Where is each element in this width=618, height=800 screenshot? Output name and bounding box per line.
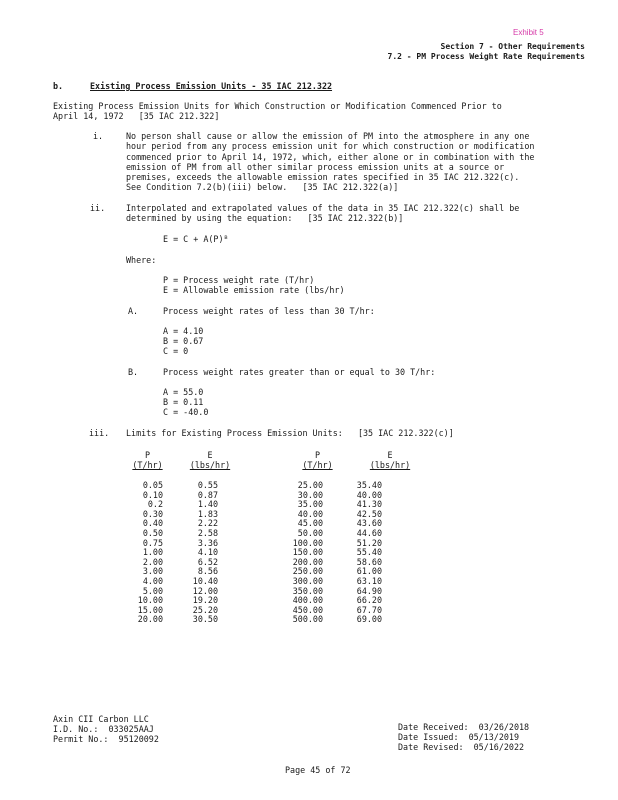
item-i-line: premises, exceeds the allowable emission rates specified in 35 IAC 212.322(c). bbox=[126, 172, 520, 182]
table-cell: 44.60 bbox=[356, 528, 382, 538]
table-cell: 30.00 bbox=[297, 489, 323, 500]
footer-date-received: Date Received: 03/26/2018 bbox=[398, 722, 530, 732]
table-cell: 6.52 bbox=[197, 556, 218, 567]
table-cell: 150.00 bbox=[292, 547, 323, 558]
table-cell: 50.00 bbox=[297, 528, 323, 538]
table-cell: 10.40 bbox=[192, 576, 218, 586]
table-cell: 25.20 bbox=[192, 604, 218, 615]
case-a-label: A. bbox=[128, 306, 139, 316]
heading-letter: b. bbox=[53, 81, 64, 91]
table-cell: 0.2 bbox=[147, 499, 163, 510]
table-cell: 0.05 bbox=[142, 480, 163, 490]
table-cell: 0.50 bbox=[142, 528, 163, 538]
case-b-text: Process weight rates greater than or equal to 30 T/hr: bbox=[163, 367, 436, 377]
table-cell: 66.20 bbox=[356, 595, 382, 606]
table-cell: 1.83 bbox=[197, 508, 218, 519]
case-b-value: A = 55.0 bbox=[163, 387, 204, 397]
case-a-value: C = 0 bbox=[163, 346, 189, 356]
footer-date-issued: Date Issued: 05/13/2019 bbox=[398, 732, 520, 742]
case-a-value: B = 0.67 bbox=[163, 336, 204, 346]
table-cell: 2.58 bbox=[197, 528, 218, 538]
item-i-line: commenced prior to April 14, 1972, which, either alone or in combination with the bbox=[126, 152, 535, 162]
table-cell: 0.30 bbox=[142, 508, 163, 519]
col-header-bottom: (T/hr) bbox=[302, 460, 333, 470]
table-cell: 3.00 bbox=[142, 566, 163, 577]
footer-date-revised: Date Revised: 05/16/2022 bbox=[398, 742, 525, 752]
table-cell: 40.00 bbox=[297, 508, 323, 519]
table-cell: 100.00 bbox=[292, 537, 323, 548]
table-cell: 4.00 bbox=[142, 576, 163, 586]
table-cell: 2.22 bbox=[197, 518, 218, 529]
table-cell: 450.00 bbox=[292, 604, 323, 615]
table-cell: 500.00 bbox=[292, 614, 323, 625]
table-cell: 10.00 bbox=[137, 595, 163, 606]
item-i-line: hour period from any process emission unit for which construction or modification bbox=[126, 141, 535, 151]
table-cell: 0.10 bbox=[142, 489, 163, 500]
item-ii-number: ii. bbox=[90, 203, 106, 213]
table-cell: 42.50 bbox=[356, 508, 382, 519]
table-cell: 35.40 bbox=[356, 480, 382, 490]
col-header-top: E bbox=[207, 450, 213, 460]
table-cell: 8.56 bbox=[197, 566, 218, 577]
table-cell: 0.55 bbox=[197, 480, 218, 490]
table-cell: 1.00 bbox=[142, 547, 163, 558]
table-cell: 25.00 bbox=[297, 480, 323, 490]
col-header-e1 bbox=[180, 450, 240, 470]
table-cell: 20.00 bbox=[137, 614, 163, 625]
table-cell: 58.60 bbox=[356, 556, 382, 567]
table-cell: 43.60 bbox=[356, 518, 382, 529]
table-cell: 200.00 bbox=[292, 556, 323, 567]
table-cell: 45.00 bbox=[297, 518, 323, 529]
col-header-p1 bbox=[120, 450, 175, 470]
table-cell: 2.00 bbox=[142, 556, 163, 567]
col-header-bottom: (lbs/hr) bbox=[369, 460, 411, 470]
case-b-value: B = 0.11 bbox=[163, 397, 204, 407]
table-cell: 0.75 bbox=[142, 537, 163, 548]
item-i-line: No person shall cause or allow the emission of PM into the atmosphere in any one bbox=[126, 131, 530, 141]
footer-company: Axin CII Carbon LLC bbox=[53, 714, 149, 724]
table-cell: 40.00 bbox=[356, 489, 382, 500]
case-a-value: A = 4.10 bbox=[163, 326, 204, 336]
table-cell: 4.10 bbox=[197, 547, 218, 558]
table-cell: 0.40 bbox=[142, 518, 163, 529]
table-cell: 5.00 bbox=[142, 585, 163, 596]
heading-title: Existing Process Emission Units - 35 IAC 212.322 bbox=[90, 81, 333, 91]
table-cell: 3.36 bbox=[197, 537, 218, 548]
col-header-top: P bbox=[314, 450, 321, 460]
intro-line-2: April 14, 1972 [35 IAC 212.322] bbox=[53, 111, 220, 121]
table-cell: 250.00 bbox=[292, 566, 323, 577]
table-cell: 55.40 bbox=[356, 547, 382, 558]
col-header-bottom: (lbs/hr) bbox=[189, 460, 231, 470]
where-label: Where: bbox=[126, 255, 157, 265]
case-b-value: C = -40.0 bbox=[163, 407, 209, 417]
subsection-header: 7.2 - PM Process Weight Rate Requirements bbox=[387, 52, 585, 61]
footer-id-no: I.D. No.: 033025AAJ bbox=[53, 724, 154, 734]
table-cell: 30.50 bbox=[192, 614, 218, 625]
item-i-line: emission of PM from all other similar process emission units at a source or bbox=[126, 162, 505, 172]
col-header-p2 bbox=[290, 450, 345, 470]
col-header-top: P bbox=[144, 450, 151, 460]
table-cell: 1.40 bbox=[197, 499, 218, 510]
table-cell: 300.00 bbox=[292, 576, 323, 586]
exhibit-stamp: Exhibit 5 bbox=[513, 28, 544, 37]
col-header-top: E bbox=[387, 450, 393, 460]
page-number: Page 45 of 72 bbox=[285, 765, 351, 775]
definition-e: E = Allowable emission rate (lbs/hr) bbox=[163, 285, 345, 295]
table-cell: 0.87 bbox=[197, 489, 218, 500]
table-cell: 64.90 bbox=[356, 585, 382, 596]
table-cell: 61.00 bbox=[356, 566, 382, 577]
case-a-text: Process weight rates of less than 30 T/hr: bbox=[163, 306, 375, 316]
intro-line-1: Existing Process Emission Units for Which Construction or Modification Commenced Prior to bbox=[53, 101, 502, 111]
col-header-e2 bbox=[360, 450, 420, 470]
case-b-label: B. bbox=[128, 367, 139, 377]
table-cell: 63.10 bbox=[356, 576, 382, 586]
item-i-line: See Condition 7.2(b)(iii) below. [35 IAC 212.322(a)] bbox=[126, 182, 399, 192]
table-cell: 12.00 bbox=[192, 585, 218, 596]
footer-permit-no: Permit No.: 95120092 bbox=[53, 734, 159, 744]
col-header-bottom: (T/hr) bbox=[132, 460, 163, 470]
item-i-number: i. bbox=[93, 131, 104, 141]
item-ii-line: Interpolated and extrapolated values of the data in 35 IAC 212.322(c) shall be bbox=[126, 203, 520, 213]
table-cell: 15.00 bbox=[137, 604, 163, 615]
definition-p: P = Process weight rate (T/hr) bbox=[163, 275, 315, 285]
table-cell: 41.30 bbox=[356, 499, 382, 510]
item-iii-text: Limits for Existing Process Emission Units: [35 IAC 212.322(c)] bbox=[126, 428, 454, 438]
table-cell: 69.00 bbox=[356, 614, 382, 625]
section-header: Section 7 - Other Requirements bbox=[440, 42, 585, 51]
table-cell: 67.70 bbox=[356, 604, 382, 615]
item-iii-number: iii. bbox=[89, 428, 110, 438]
item-ii-line: determined by using the equation: [35 IAC 212.322(b)] bbox=[126, 213, 404, 223]
table-cell: 400.00 bbox=[292, 595, 323, 606]
table-cell: 35.00 bbox=[297, 499, 323, 510]
equation: E = C + A(P)ᴮ bbox=[163, 234, 229, 244]
table-cell: 350.00 bbox=[292, 585, 323, 596]
table-cell: 51.20 bbox=[356, 537, 382, 548]
table-cell: 19.20 bbox=[192, 595, 218, 606]
